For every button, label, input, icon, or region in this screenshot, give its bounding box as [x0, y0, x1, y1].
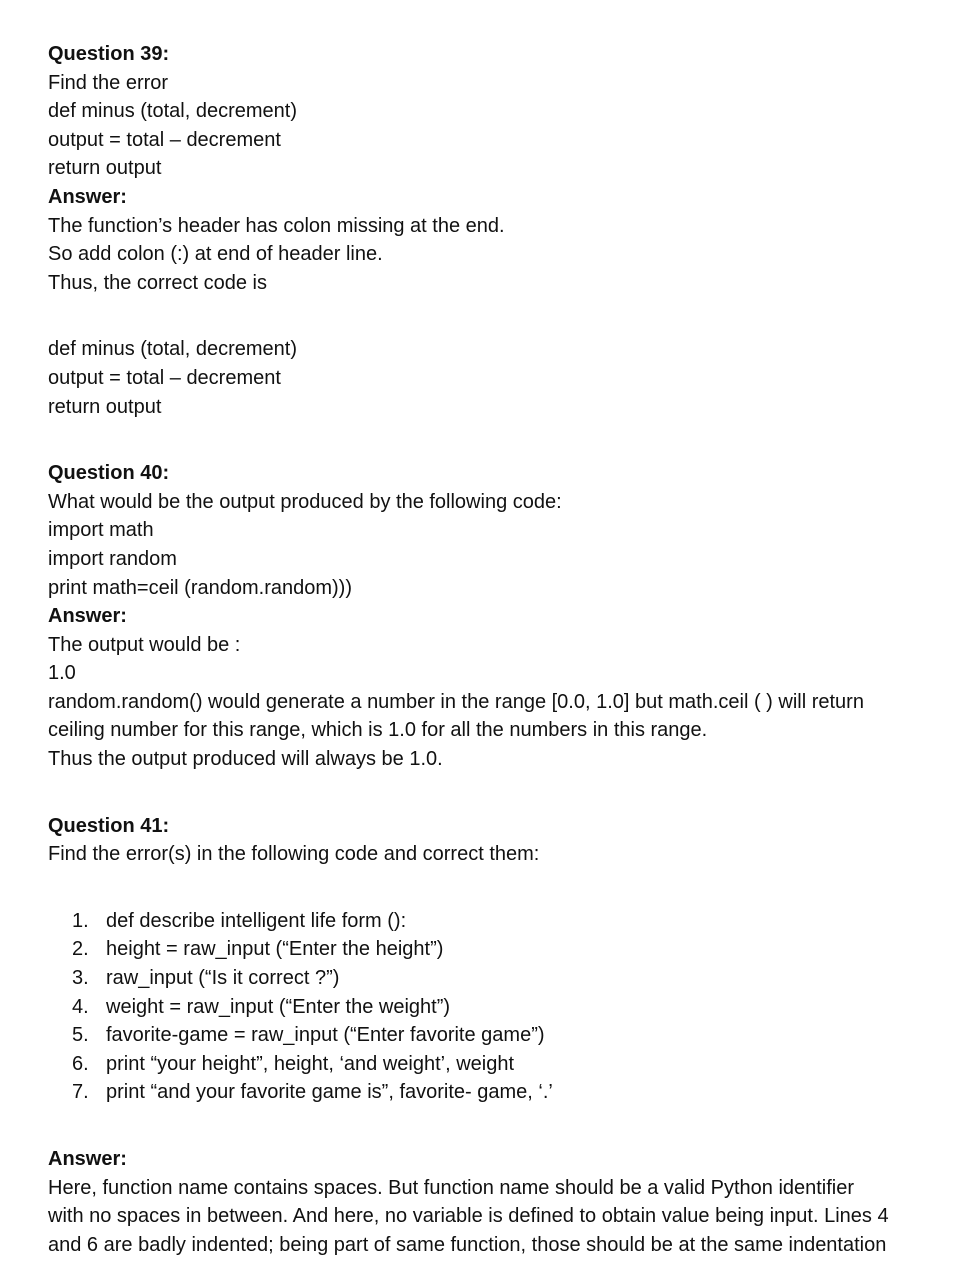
answer-label: Answer: [48, 605, 127, 628]
list-item [72, 993, 963, 1022]
code-text: raw_input (“Is it correct ?”) [106, 967, 340, 990]
question-prompt: What would be the output produced by the following code: [48, 490, 562, 513]
answer-text: Here, function name contains spaces. But function name should be a valid Python identifier [48, 1176, 855, 1199]
list-number: 1. [72, 909, 89, 932]
answer-text: So add colon (:) at end of header line. [48, 243, 383, 266]
numbered-code-list [72, 907, 963, 1107]
list-number: 6. [72, 1052, 89, 1075]
code-text: favorite-game = raw_input (“Enter favorite game”) [106, 1024, 545, 1047]
list-item [72, 1021, 963, 1050]
answer-text: with no spaces in between. And here, no variable is defined to obtain value being input. Lines 4 [48, 1205, 889, 1228]
code-text: height = raw_input (“Enter the height”) [106, 938, 444, 961]
list-number: 7. [72, 1081, 89, 1104]
code-text: print “and your favorite game is”, favorite- game, ‘.’ [106, 1081, 553, 1104]
list-item [72, 935, 963, 964]
list-item [72, 1078, 963, 1107]
list-item [72, 1050, 963, 1079]
question-40 [48, 459, 963, 774]
question-heading: Question 40: [48, 462, 170, 485]
answer-text: The function’s header has colon missing at the end. [48, 214, 505, 237]
code-line: return output [48, 395, 162, 418]
code-line: print math=ceil (random.random))) [48, 576, 352, 599]
explanation-text: ceiling number for this range, which is 1.0 for all the numbers in this range. [48, 719, 708, 742]
code-line: def minus (total, decrement) [48, 100, 297, 123]
question-prompt: Find the error [48, 71, 169, 94]
list-number: 2. [72, 938, 89, 961]
question-39 [48, 40, 963, 421]
code-line: def minus (total, decrement) [48, 338, 297, 361]
answer-intro: The output would be : [48, 633, 241, 656]
answer-text: Thus, the correct code is [48, 271, 267, 294]
answer-value: 1.0 [48, 662, 76, 685]
code-text: def describe intelligent life form (): [106, 909, 407, 932]
code-line: return output [48, 157, 162, 180]
code-text: print “your height”, height, ‘and weight’, weight [106, 1052, 515, 1075]
question-41 [48, 812, 963, 1260]
question-heading: Question 39: [48, 43, 170, 65]
code-line: import random [48, 547, 177, 570]
list-item [72, 907, 963, 936]
question-prompt: Find the error(s) in the following code and correct them: [48, 843, 540, 866]
list-number: 3. [72, 967, 89, 990]
answer-label: Answer: [48, 185, 127, 208]
answer-text: and 6 are badly indented; being part of same function, those should be at the same indentation [48, 1233, 887, 1256]
code-line: output = total – decrement [48, 366, 281, 389]
code-line: output = total – decrement [48, 128, 281, 151]
code-text: weight = raw_input (“Enter the weight”) [106, 995, 451, 1018]
explanation-text: random.random() would generate a number in the range [0.0, 1.0] but math.ceil ( ) will return [48, 690, 864, 713]
list-number: 4. [72, 995, 89, 1018]
explanation-text: Thus the output produced will always be 1.0. [48, 748, 443, 771]
code-line: import math [48, 519, 154, 542]
list-number: 5. [72, 1024, 89, 1047]
list-item [72, 964, 963, 993]
question-heading: Question 41: [48, 814, 170, 837]
document-page [48, 40, 963, 1259]
answer-label: Answer: [48, 1148, 127, 1170]
